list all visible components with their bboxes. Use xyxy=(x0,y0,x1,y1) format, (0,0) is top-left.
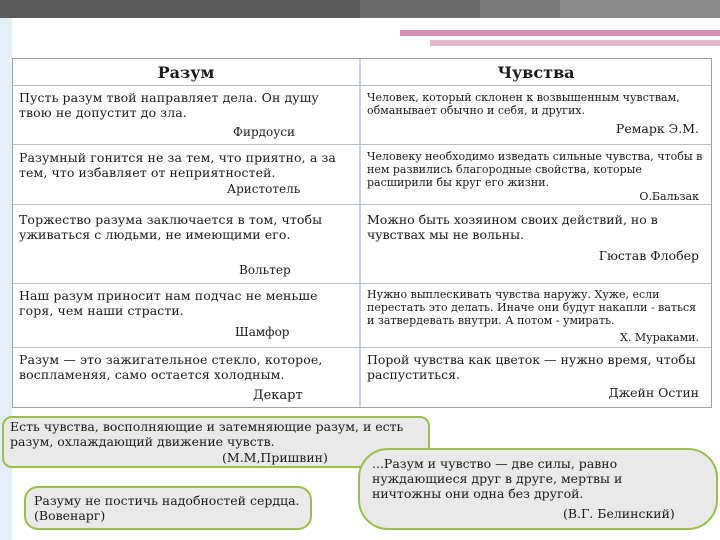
row-divider xyxy=(13,283,711,284)
accent-strip xyxy=(400,30,720,36)
reason-quote: Пусть разум твой направляет дела. Он душу твою не допустит до зла. xyxy=(19,90,319,120)
reason-quote: Торжество разума заключается в том, чтобы уживаться с людьми, не имеющими его. xyxy=(19,212,323,242)
feelings-quote: Можно быть хозяином своих действий, но в чувствах мы не вольны. xyxy=(367,212,658,242)
feelings-quote: Нужно выплескивать чувства наружу. Хуже, если перестать это делать. Иначе они будут накапли - ваться и затвердевать внутри. А потом - умирать. xyxy=(367,288,697,327)
row-divider xyxy=(13,347,711,348)
column-divider xyxy=(359,59,361,407)
header-feelings: Чувства xyxy=(497,62,575,82)
reason-author: Аристотель xyxy=(227,182,301,196)
feelings-author: Х. Мураками. xyxy=(620,331,699,344)
feelings-author: Гюстав Флобер xyxy=(598,248,699,263)
reason-author: Вольтер xyxy=(239,263,291,277)
feelings-quote: Человеку необходимо изведать сильные чувства, чтобы в нем развились благородные свойства, которые расширили бы круг его жизни. xyxy=(367,150,703,189)
reason-quote: Разумный гонится не за тем, что приятно, а за тем, что избавляет от неприятностей. xyxy=(19,150,336,180)
feelings-author: О.Бальзак xyxy=(639,190,699,203)
feelings-author: Джейн Остин xyxy=(608,385,699,400)
header-reason: Разум xyxy=(157,62,215,82)
top-bar-segment xyxy=(560,0,720,18)
top-bar xyxy=(0,0,720,18)
row-divider xyxy=(13,85,711,86)
top-bar-segment xyxy=(360,0,480,18)
row-divider xyxy=(13,144,711,145)
feelings-author: Ремарк Э.М. xyxy=(615,121,699,136)
reason-quote: Наш разум приносит нам подчас не меньше горя, чем наши страсти. xyxy=(19,288,318,318)
belinsky-author: (В.Г. Белинский) xyxy=(563,506,675,521)
belinsky-quote: ...Разум и чувство — две силы, равно нуждающиеся друг в друге, мертвы и ничтожны они одна без другой. xyxy=(372,456,623,501)
feelings-quote: Человек, который склонен к возвышенным чувствам, обманывает обычно и себя, и других. xyxy=(367,91,680,117)
reason-quote: Разум — это зажигательное стекло, которое, воспламеняя, само остается холодным. xyxy=(19,352,323,382)
reason-author: Фирдоуси xyxy=(233,125,296,139)
feelings-quote: Порой чувства как цветок — нужно время, чтобы распуститься. xyxy=(367,352,696,382)
reason-author: Декарт xyxy=(253,388,303,403)
accent-strip xyxy=(430,40,720,46)
vovenarg-quote: Разуму не постичь надобностей сердца. (Вовенарг) xyxy=(34,493,300,523)
row-divider xyxy=(13,204,711,205)
reason-author: Шамфор xyxy=(235,325,290,339)
quotes-table xyxy=(12,58,712,408)
prishvin-quote: Есть чувства, восполняющие и затемняющие разум, и есть разум, охлаждающий движение чувств. xyxy=(10,419,404,449)
top-bar-segment xyxy=(480,0,560,18)
prishvin-author: (М.М,Пришвин) xyxy=(222,450,328,465)
